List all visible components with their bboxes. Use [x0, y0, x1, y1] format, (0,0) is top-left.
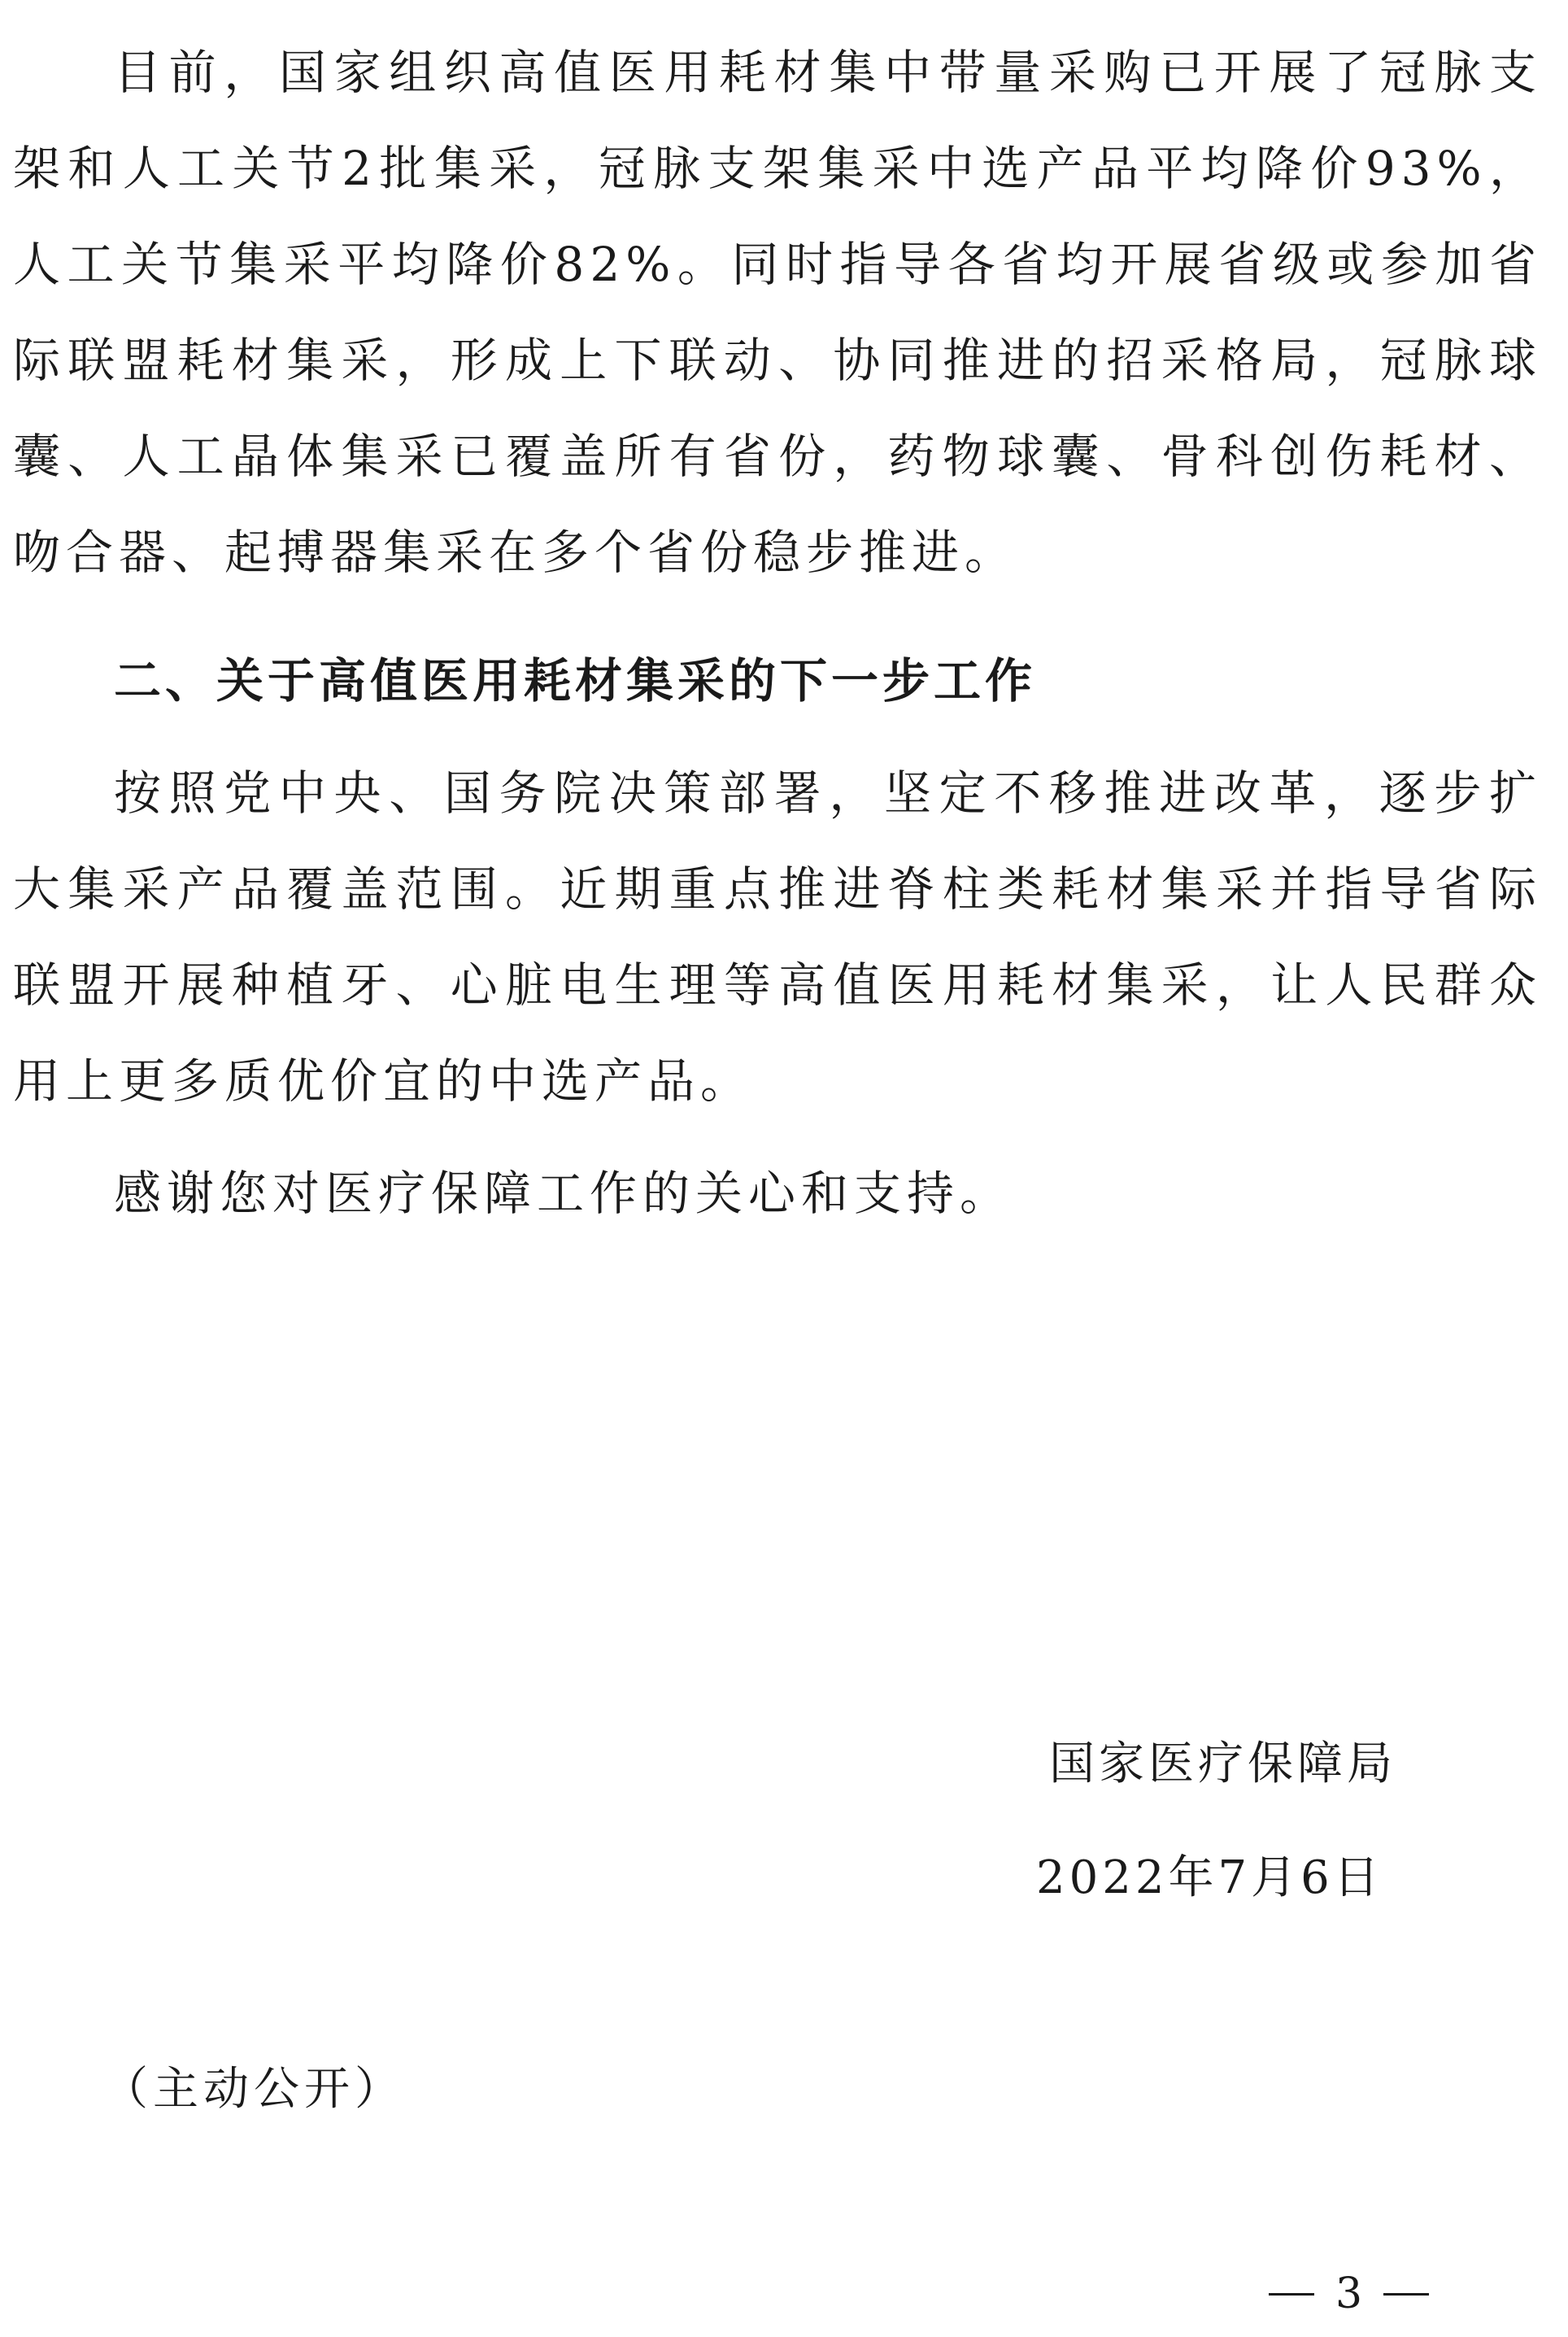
para2-line-4: 用上更多质优价宜的中选产品。	[13, 1053, 754, 1109]
para1-line-2: 架和人工关节2批集采，冠脉支架集采中选产品平均降价93%，	[13, 141, 1542, 196]
para1-line-6: 吻合器、起搏器集采在多个省份稳步推进。	[13, 525, 1018, 580]
para3-line-1: 感谢您对医疗保障工作的关心和支持。	[114, 1166, 1013, 1221]
para1-line-1: 目前，国家组织高值医用耗材集中带量采购已开展了冠脉支	[114, 45, 1542, 100]
para1-line-4: 际联盟耗材集采，形成上下联动、协同推进的招采格局，冠脉球	[13, 333, 1542, 388]
signature-date: 2022年7月6日	[1036, 1851, 1383, 1904]
para1-line-5: 囊、人工晶体集采已覆盖所有省份，药物球囊、骨科创伤耗材、	[13, 429, 1542, 484]
signature-org: 国家医疗保障局	[1049, 1737, 1396, 1790]
page-number-right-dash	[1383, 2293, 1429, 2296]
page-number-value: 3	[1335, 2269, 1363, 2318]
para2-line-2: 大集采产品覆盖范围。近期重点推进脊柱类耗材集采并指导省际	[13, 861, 1542, 917]
para1-line-3: 人工关节集采平均降价82%。同时指导各省均开展省级或参加省	[13, 237, 1542, 292]
para2-line-3: 联盟开展种植牙、心脏电生理等高值医用耗材集采，让人民群众	[13, 957, 1542, 1013]
para2-line-1: 按照党中央、国务院决策部署，坚定不移推进改革，逐步扩	[114, 765, 1542, 821]
disclosure-note: （主动公开）	[102, 2063, 405, 2116]
page-number	[1269, 2261, 1429, 2326]
section-heading: 二、关于高值医用耗材集采的下一步工作	[114, 653, 1037, 709]
page-number-left-dash	[1269, 2293, 1314, 2296]
